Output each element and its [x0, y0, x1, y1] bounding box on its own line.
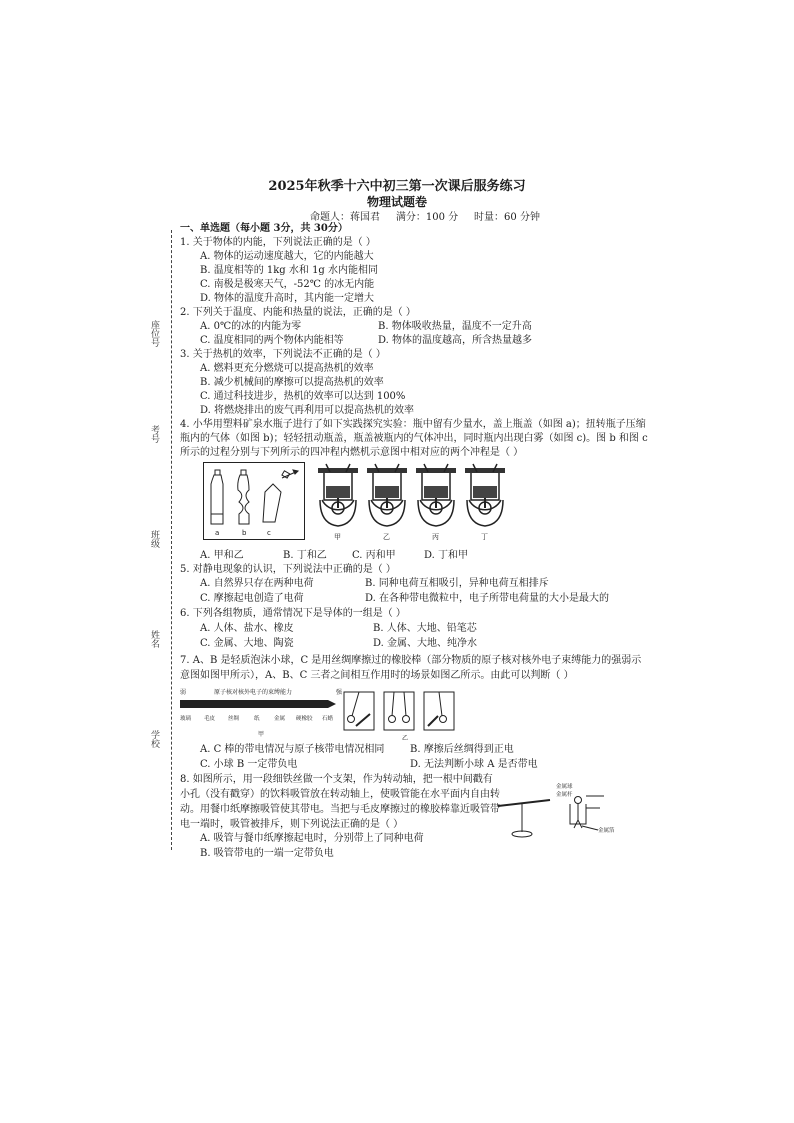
engine-yi-icon — [367, 464, 407, 526]
q1-option-a: A. 物体的运动速度越大，它的内能越大 — [200, 251, 374, 262]
q2-option-c: C. 温度相同的两个物体内能相等 — [200, 335, 344, 346]
q6-option-b: B. 人体、大地、铅笔芯 — [373, 623, 477, 634]
q3-option-b: B. 减少机械间的摩擦可以提高热机的效率 — [200, 377, 384, 388]
q3-option-c: C. 通过科技进步，热机的效率可以达到 100% — [200, 391, 406, 402]
straw-icon — [498, 800, 550, 806]
fig-c-label: c — [267, 529, 271, 537]
bottle-b-icon — [238, 470, 249, 524]
q7-material: 石蜡 — [322, 716, 334, 722]
q7-figure-jia — [178, 686, 344, 738]
q7-weak-label: 弱 — [180, 689, 187, 696]
q8-line4: 电一端时，吸管被排斥，则下列说法正确的是（ ） — [180, 819, 404, 830]
q7-fig-jia-label: 甲 — [258, 731, 265, 738]
q8-label-foil: 金属箔 — [598, 828, 615, 834]
q7-fig-yi-label: 乙 — [402, 735, 409, 742]
q7-line1: 7. A、B 是轻质泡沫小球，C 是用丝绸摩擦过的橡胶棒（部分物质的原子核对核外电子束缚能力的强弱示 — [180, 655, 642, 666]
q8-figures — [494, 778, 624, 844]
q7-fig-title: 原子核对核外电子的束缚能力 — [214, 689, 293, 696]
q3-stem: 3. 关于热机的效率，下列说法不正确的是（ ） — [180, 349, 386, 360]
q5-stem: 5. 对静电现象的认识，下列说法中正确的是（ ） — [180, 564, 396, 575]
engine-jia-icon — [318, 464, 358, 526]
q6-option-c: C. 金属、大地、陶瓷 — [200, 638, 294, 649]
q4-line3: 所示的过程分别与下列所示的四冲程内燃机示意图中相对应的两个冲程是（ ） — [180, 447, 524, 458]
fig-a-label: a — [215, 529, 220, 537]
q5-option-c: C. 摩擦起电创造了电荷 — [200, 593, 304, 604]
q4-option-a: A. 甲和乙 — [200, 550, 244, 561]
q1-option-b: B. 温度相等的 1kg 水和 1g 水内能相同 — [200, 265, 379, 276]
q7-option-b: B. 摩擦后丝绸得到正电 — [410, 744, 514, 755]
q6-stem: 6. 下列各组物质，通常情况下是导体的一组是（ ） — [180, 608, 406, 619]
q4-engine-figures — [314, 462, 514, 542]
q7-material: 硬橡胶 — [296, 716, 313, 722]
q8-label-ball: 金属球 — [556, 784, 573, 790]
margin-seat-label: 座位号 — [149, 320, 159, 347]
q3-option-d: D. 将燃烧排出的废气再利用可以提高热机的效率 — [200, 405, 415, 416]
q7-material: 金属 — [274, 716, 286, 722]
q7-material: 玻璃 — [180, 716, 192, 722]
q8-line1: 8. 如图所示，用一段细铁丝做一个支架，作为转动轴，把一根中间戳有 — [180, 774, 493, 785]
q4-bottle-figure — [203, 462, 305, 540]
q5-option-d: D. 在各种带电微粒中，电子所带电荷量的大小是最大的 — [365, 593, 610, 604]
bottle-a-icon — [211, 470, 223, 524]
q2-option-d: D. 物体的温度越高，所含热量越多 — [378, 335, 533, 346]
q7-material: 毛皮 — [204, 716, 216, 722]
engine-ding-icon — [465, 464, 505, 526]
q7-strong-label: 强 — [336, 689, 343, 696]
q2-stem: 2. 下列关于温度、内能和热量的说法，正确的是（ ） — [180, 307, 416, 318]
q6-option-a: A. 人体、盐水、橡皮 — [200, 623, 294, 634]
exam-subtitle: 物理试题卷 — [366, 195, 427, 209]
engine-bing-label: 丙 — [432, 533, 439, 541]
q1-stem: 1. 关于物体的内能，下列说法正确的是（ ） — [180, 237, 376, 248]
q4-line2: 瓶内的气体（如图 b)；轻轻扭动瓶盖，瓶盖被瓶内的气体冲出，同时瓶内出现白雾（如图 c)。图 b 和图 c — [180, 433, 648, 444]
engine-ding-label: 丁 — [481, 533, 488, 541]
binding-dashed-line — [171, 230, 172, 850]
q2-option-a: A. 0℃的冰的内能为零 — [200, 321, 302, 332]
q7-figure-yi — [342, 690, 462, 742]
q8-option-a: A. 吸管与餐巾纸摩擦起电时，分别带上了同种电荷 — [200, 833, 424, 844]
exam-title: 2025年秋季十六中初三第一次课后服务练习 — [268, 179, 526, 194]
margin-exam-no-label: 考号 — [149, 425, 159, 443]
q5-option-a: A. 自然界只存在两种电荷 — [200, 578, 314, 589]
exam-meta: 命题人：蒋国君 满分：100 分 时量：60 分钟 — [310, 212, 540, 223]
q8-label-rod: 金属杆 — [556, 792, 573, 798]
q7-option-a: A. C 棒的带电情况与原子核带电情况相同 — [200, 744, 385, 755]
margin-school-label: 学校 — [149, 730, 159, 748]
section-heading: 一、单选题（每小题 3分，共 30分） — [180, 223, 348, 234]
q6-option-d: D. 金属、大地、纯净水 — [373, 638, 478, 649]
q1-option-d: D. 物体的温度升高时，其内能一定增大 — [200, 293, 375, 304]
engine-yi-label: 乙 — [383, 533, 390, 541]
engine-bing-icon — [416, 464, 456, 526]
q8-option-b: B. 吸管带电的一端一定带负电 — [200, 848, 334, 859]
q7-line2: 意图如图甲所示），A、B、C 三者之间相互作用时的场景如图乙所示。由此可以判断（ ） — [180, 670, 574, 681]
q5-option-b: B. 同种电荷互相吸引，异种电荷互相排斥 — [365, 578, 549, 589]
bottle-c-icon — [263, 470, 298, 522]
q4-option-b: B. 丁和乙 — [283, 550, 327, 561]
q8-line3: 动。用餐巾纸摩擦吸管使其带电。当把与毛皮摩擦过的橡胶棒靠近吸管带 — [180, 804, 500, 815]
q7-material: 丝绸 — [228, 716, 240, 722]
q7-arrow-icon — [180, 700, 336, 708]
q7-option-c: C. 小球 B 一定带负电 — [200, 759, 298, 770]
fig-b-label: b — [242, 529, 247, 537]
q4-line1: 4. 小华用塑料矿泉水瓶子进行了如下实践探究实验：瓶中留有少量水，盖上瓶盖（如图 a)；扭转瓶子压缩 — [180, 419, 646, 430]
engine-jia-label: 甲 — [334, 533, 341, 541]
q4-option-c: C. 丙和甲 — [352, 550, 396, 561]
q1-option-c: C. 南极是极寒天气，-52℃ 的冰无内能 — [200, 279, 375, 290]
q3-option-a: A. 燃料更充分燃烧可以提高热机的效率 — [200, 363, 374, 374]
margin-class-label: 班级 — [149, 530, 159, 548]
q2-option-b: B. 物体吸收热量，温度不一定升高 — [378, 321, 532, 332]
margin-name-label: 姓名 — [149, 630, 159, 648]
q4-option-d: D. 丁和甲 — [424, 550, 469, 561]
q8-line2: 小孔（没有戳穿）的饮料吸管放在转动轴上，使吸管能在水平面内自由转 — [180, 789, 500, 800]
q7-option-d: D. 无法判断小球 A 是否带电 — [410, 759, 538, 770]
q7-material: 纸 — [254, 716, 260, 722]
